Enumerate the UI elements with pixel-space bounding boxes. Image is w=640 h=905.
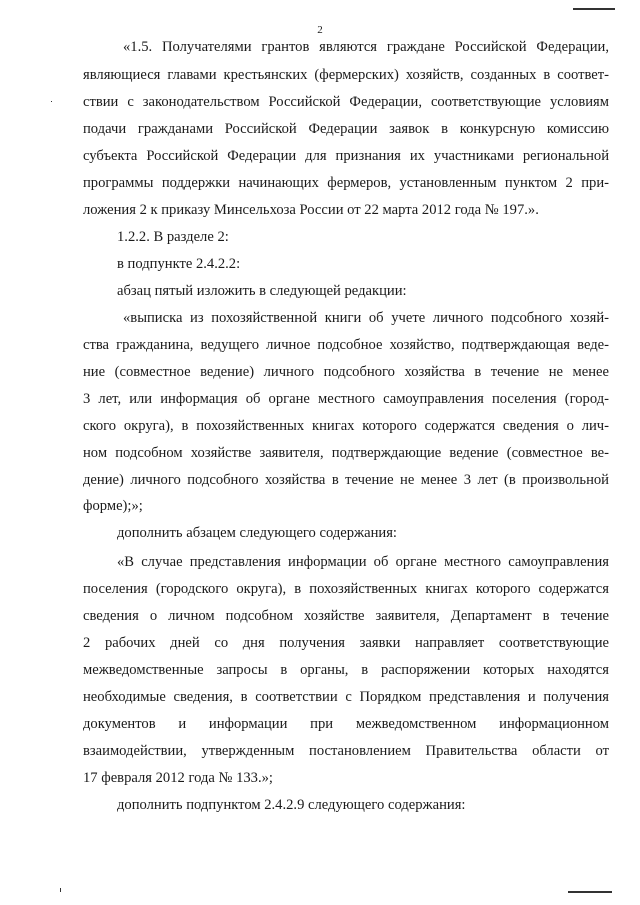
text-line: 17 февраля 2012 года № 133.»; bbox=[83, 770, 273, 786]
subsection-line: в подпункте 2.4.2.2: bbox=[117, 256, 241, 272]
text-line: подачи гражданами Российской Федерации заявок в конкурсную комиссию bbox=[83, 121, 609, 137]
text-line: 3 лет, или информация об органе местного самоуправления поселения (город- bbox=[83, 391, 609, 407]
text-line: являющиеся главами крестьянских (фермерских) хозяйств, созданных в соответ- bbox=[83, 67, 609, 83]
text-line: документов и информации при межведомственном информационном bbox=[83, 716, 609, 732]
text-line: ние (совместное ведение) личного подсобного хозяйства в течение не менее bbox=[83, 364, 609, 380]
text-line: ского округа), в похозяйственных книгах которого содержатся сведения о лич- bbox=[83, 418, 609, 434]
text-line: форме);»; bbox=[83, 498, 143, 514]
scan-dot bbox=[51, 101, 52, 102]
text-line: поселения (городского округа), в похозяйственных книгах которого содержатся bbox=[83, 581, 609, 597]
text-line: ства гражданина, ведущего личное подсобное хозяйство, подтверждающая веде- bbox=[83, 337, 609, 353]
text-line: сведения о личном подсобном хозяйстве заявителя, Департамент в течение bbox=[83, 608, 609, 624]
text-line: необходимые сведения, в соответствии с Порядком представления и получения bbox=[83, 689, 609, 705]
scan-mark bbox=[568, 891, 612, 893]
scan-dot bbox=[60, 888, 61, 892]
text-line: ствии с законодательством Российской Федерации, соответствующие условиям bbox=[83, 94, 609, 110]
text-line: субъекта Российской Федерации для признания их участниками региональной bbox=[83, 148, 609, 164]
text-line: ном подсобном хозяйстве заявителя, подтверждающие ведение (совместное ве- bbox=[83, 445, 609, 461]
page-number: 2 bbox=[317, 24, 323, 36]
scan-mark bbox=[573, 8, 615, 10]
text-line: ложения 2 к приказу Минсельхоза России от 22 марта 2012 года № 197.». bbox=[83, 202, 539, 218]
text-line: «выписка из похозяйственной книги об учете личного подсобного хозяй- bbox=[123, 310, 609, 326]
text-line: дополнить подпунктом 2.4.2.9 следующего содержания: bbox=[117, 797, 466, 813]
text-line: межведомственные запросы в органы, в распоряжении которых находятся bbox=[83, 662, 609, 678]
text-line: дополнить абзацем следующего содержания: bbox=[117, 525, 397, 541]
text-line: «1.5. Получателями грантов являются граждане Российской Федерации, bbox=[123, 39, 609, 55]
text-line: «В случае представления информации об органе местного самоуправления bbox=[117, 554, 609, 570]
text-line: дение) личного подсобного хозяйства в течение не менее 3 лет (в произвольной bbox=[83, 472, 609, 488]
text-line: программы поддержки начинающих фермеров, установленным пунктом 2 при- bbox=[83, 175, 609, 191]
section-heading: 1.2.2. В разделе 2: bbox=[117, 229, 229, 245]
text-line: 2 рабочих дней со дня получения заявки направляет соответствующие bbox=[83, 635, 609, 651]
text-line: взаимодействии, утвержденным постановлением Правительства области от bbox=[83, 743, 609, 759]
text-line: абзац пятый изложить в следующей редакции: bbox=[117, 283, 407, 299]
